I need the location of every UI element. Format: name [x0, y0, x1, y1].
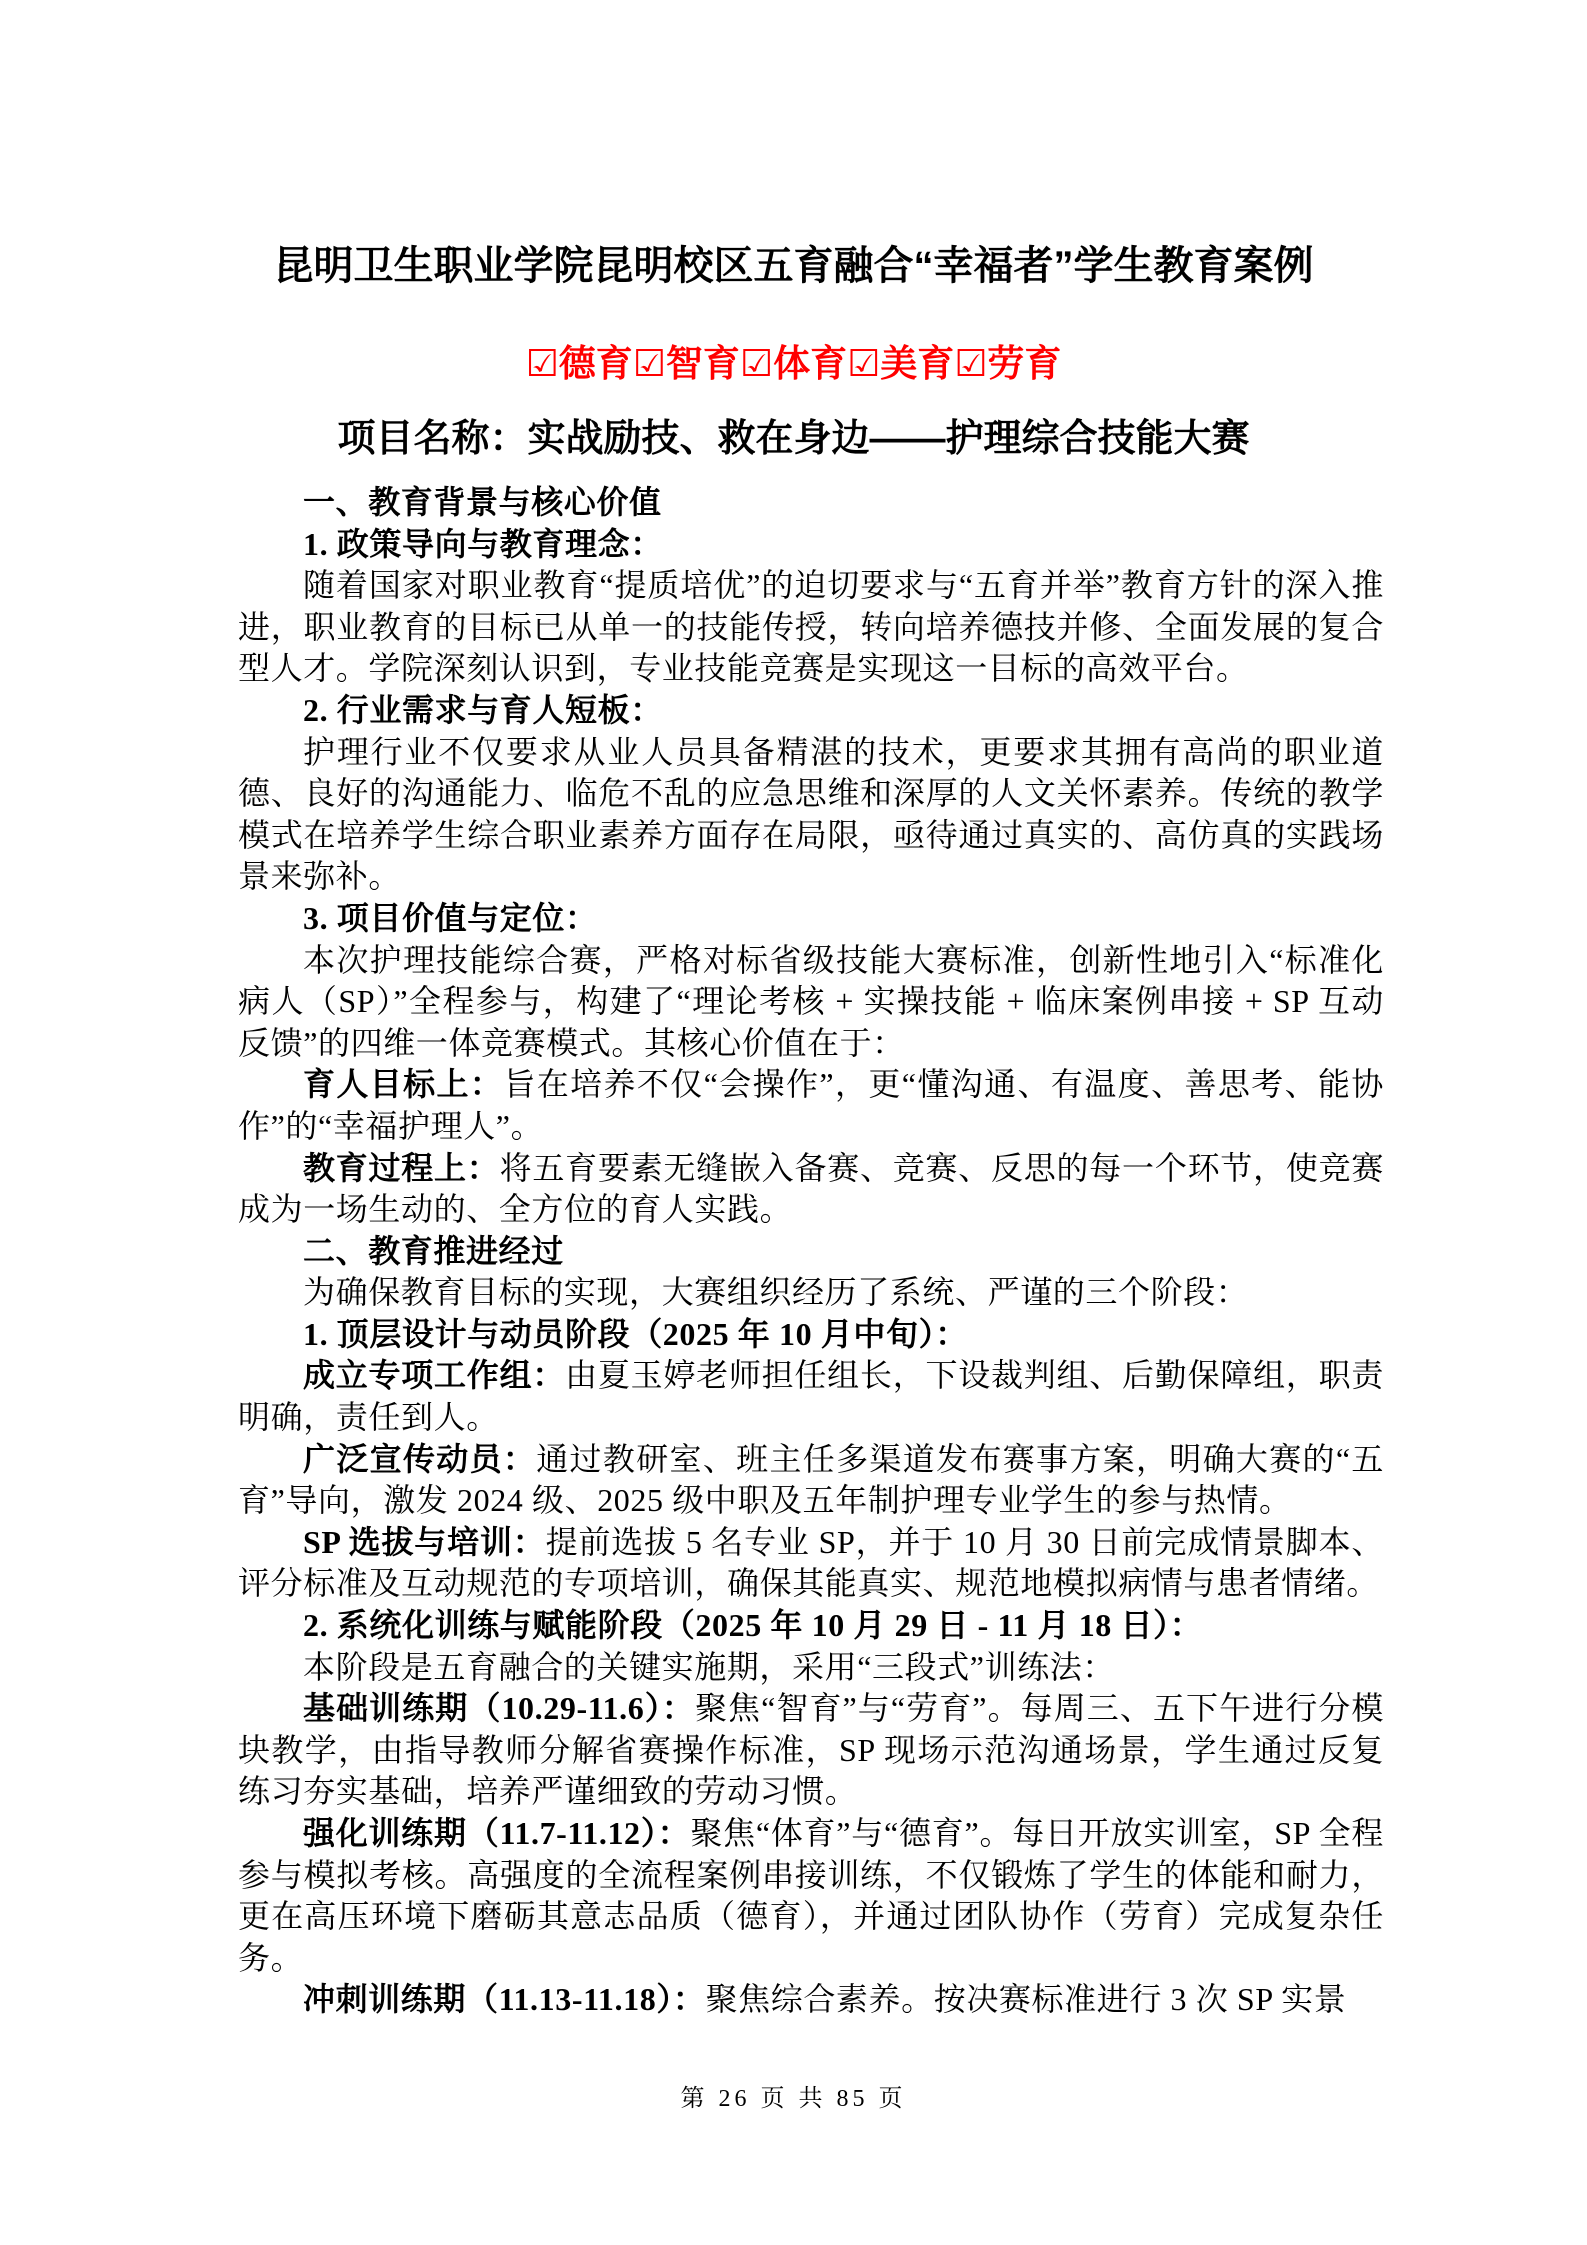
paragraph-text: 聚焦综合素养。按决赛标准进行 3 次 SP 实景: [705, 1981, 1347, 2018]
body-paragraph: [238, 898, 1384, 940]
paragraph-bold-text: 育人目标上：: [303, 1066, 504, 1103]
paragraph-bold-text: 基础训练期（10.29-11.6）：: [303, 1690, 695, 1727]
paragraph-bold-text: SP 选拔与培训：: [303, 1523, 546, 1560]
paragraph-text: 聚焦“体育”与“德育”。每日开放实训室，SP 全程参与模拟考核。高强度的全流程案例串接训练，不仅锻炼了学生的体能和耐力，更在高压环境下磨砺其意志品质（德育），并通过团队协作（劳育）完成复杂任务。: [238, 1815, 1384, 1976]
checkbox-checked-icon: ☑: [632, 343, 666, 384]
paragraph-bold-text: 2. 行业需求与育人短板：: [303, 691, 663, 728]
category-item: [633, 343, 740, 384]
body-paragraph: [238, 732, 1384, 898]
category-label: 美育: [880, 343, 955, 384]
project-title: 项目名称：实战励技、救在身边——护理综合技能大赛: [337, 418, 1250, 460]
body-paragraph: [238, 1979, 1384, 2021]
body-paragraph: [238, 1439, 1384, 1522]
category-label: 劳育: [987, 343, 1062, 384]
checkbox-checked-icon: ☑: [525, 343, 559, 384]
paragraph-text: 提前选拔 5 名专业 SP，并于 10 月 30 日前完成情景脚本、评分标准及互动规范的专项培训，确保其能真实、规范地模拟病情与患者情绪。: [238, 1523, 1385, 1602]
paragraph-text: 为确保教育目标的实现，大赛组织经历了系统、严谨的三个阶段：: [303, 1274, 1249, 1311]
body-paragraph: [238, 1647, 1384, 1689]
paragraph-bold-text: 强化训练期（11.7-11.12）：: [303, 1815, 691, 1851]
paragraph-bold-text: 一、教育背景与核心价值: [303, 484, 662, 520]
paragraph-text: 通过教研室、班主任多渠道发布赛事方案，明确大赛的“五育”导向，激发 2024 级、2025 级中职及五年制护理专业学生的参与热情。: [238, 1440, 1384, 1519]
body-paragraph: [238, 524, 1384, 566]
body-paragraph: [238, 690, 1384, 732]
category-label: 德育: [558, 343, 633, 384]
page-number: 第 26 页 共 85 页: [680, 2086, 907, 2112]
body-paragraph: [238, 1064, 1384, 1147]
category-label: 智育: [665, 343, 740, 384]
category-item: [740, 343, 847, 384]
paragraph-text: 将五育要素无缝嵌入备赛、竞赛、反思的每一个环节，使竞赛成为一场生动的、全方位的育人实践。: [238, 1149, 1384, 1228]
body-paragraph: [238, 1314, 1384, 1356]
paragraph-text: 护理行业不仅要求从业人员具备精湛的技术，更要求其拥有高尚的职业道德、良好的沟通能力、临危不乱的应急思维和深厚的人文关怀素养。传统的教学模式在培养学生综合职业素养方面存在局限，亟待通过真实的、高仿真的实践场景来弥补。: [238, 733, 1384, 895]
paragraph-bold-text: 成立专项工作组：: [303, 1357, 566, 1394]
paragraph-text: 本次护理技能综合赛，严格对标省级技能大赛标准，创新性地引入“标准化病人（SP）”全程参与，构建了“理论考核 + 实操技能 + 临床案例串接 + SP 互动反馈”的四维一体竞赛模式。其核心价值在于：: [238, 941, 1384, 1061]
paragraph-text: 由夏玉婷老师担任组长，下设裁判组、后勤保障组，职责明确，责任到人。: [238, 1357, 1384, 1436]
body-paragraph: [238, 1813, 1384, 1979]
paragraph-text: 聚焦“智育”与“劳育”。每周三、五下午进行分模块教学，由指导教师分解省赛操作标准，SP 现场示范沟通场景，学生通过反复练习夯实基础，培养严谨细致的劳动习惯。: [238, 1690, 1384, 1810]
paragraph-bold-text: 1. 政策导向与教育理念：: [303, 525, 663, 562]
paragraph-bold-text: 二、教育推进经过: [303, 1232, 564, 1269]
paragraph-text: 旨在培养不仅“会操作”，更“懂沟通、有温度、善思考、能协作”的“幸福护理人”。: [238, 1066, 1384, 1144]
body-paragraph: [238, 482, 1384, 524]
body-paragraph: [238, 1272, 1384, 1314]
body-paragraph: [238, 940, 1384, 1065]
document-title: 昆明卫生职业学院昆明校区五育融合“幸福者”学生教育案例: [273, 244, 1314, 288]
checkbox-checked-icon: ☑: [739, 343, 774, 384]
paragraph-bold-text: 教育过程上：: [303, 1149, 500, 1186]
paragraph-bold-text: 冲刺训练期（11.13-11.18）：: [303, 1981, 706, 2018]
body-paragraph: [238, 565, 1384, 690]
checkbox-checked-icon: ☑: [954, 343, 988, 384]
body-paragraph: [238, 1355, 1384, 1438]
category-item: [847, 343, 954, 384]
body-paragraph: [238, 1522, 1384, 1605]
category-item: [526, 343, 633, 384]
paragraph-bold-text: 广泛宣传动员：: [303, 1440, 537, 1477]
body-paragraph: [238, 1688, 1384, 1813]
checkbox-checked-icon: ☑: [847, 343, 881, 384]
body-paragraph: [238, 1231, 1384, 1273]
body-paragraph: [238, 1148, 1384, 1231]
paragraph-bold-text: 1. 顶层设计与动员阶段（2025 年 10 月中旬）：: [303, 1315, 968, 1352]
body-paragraph: [238, 1605, 1384, 1647]
document-body: [238, 482, 1384, 2021]
paragraph-bold-text: 3. 项目价值与定位：: [303, 899, 598, 936]
category-item: [954, 343, 1061, 384]
category-checklist: [0, 340, 1587, 388]
paragraph-bold-text: 2. 系统化训练与赋能阶段（2025 年 10 月 29 日 - 11 月 18 日）：: [303, 1607, 1203, 1644]
paragraph-text: 本阶段是五育融合的关键实施期，采用“三段式”训练法：: [303, 1648, 1116, 1685]
category-label: 体育: [773, 343, 848, 384]
paragraph-text: 随着国家对职业教育“提质培优”的迫切要求与“五育并举”教育方针的深入推进，职业教育的目标已从单一的技能传授，转向培养德技并修、全面发展的复合型人才。学院深刻认识到，专业技能竞赛是实现这一目标的高效平台。: [238, 567, 1384, 687]
